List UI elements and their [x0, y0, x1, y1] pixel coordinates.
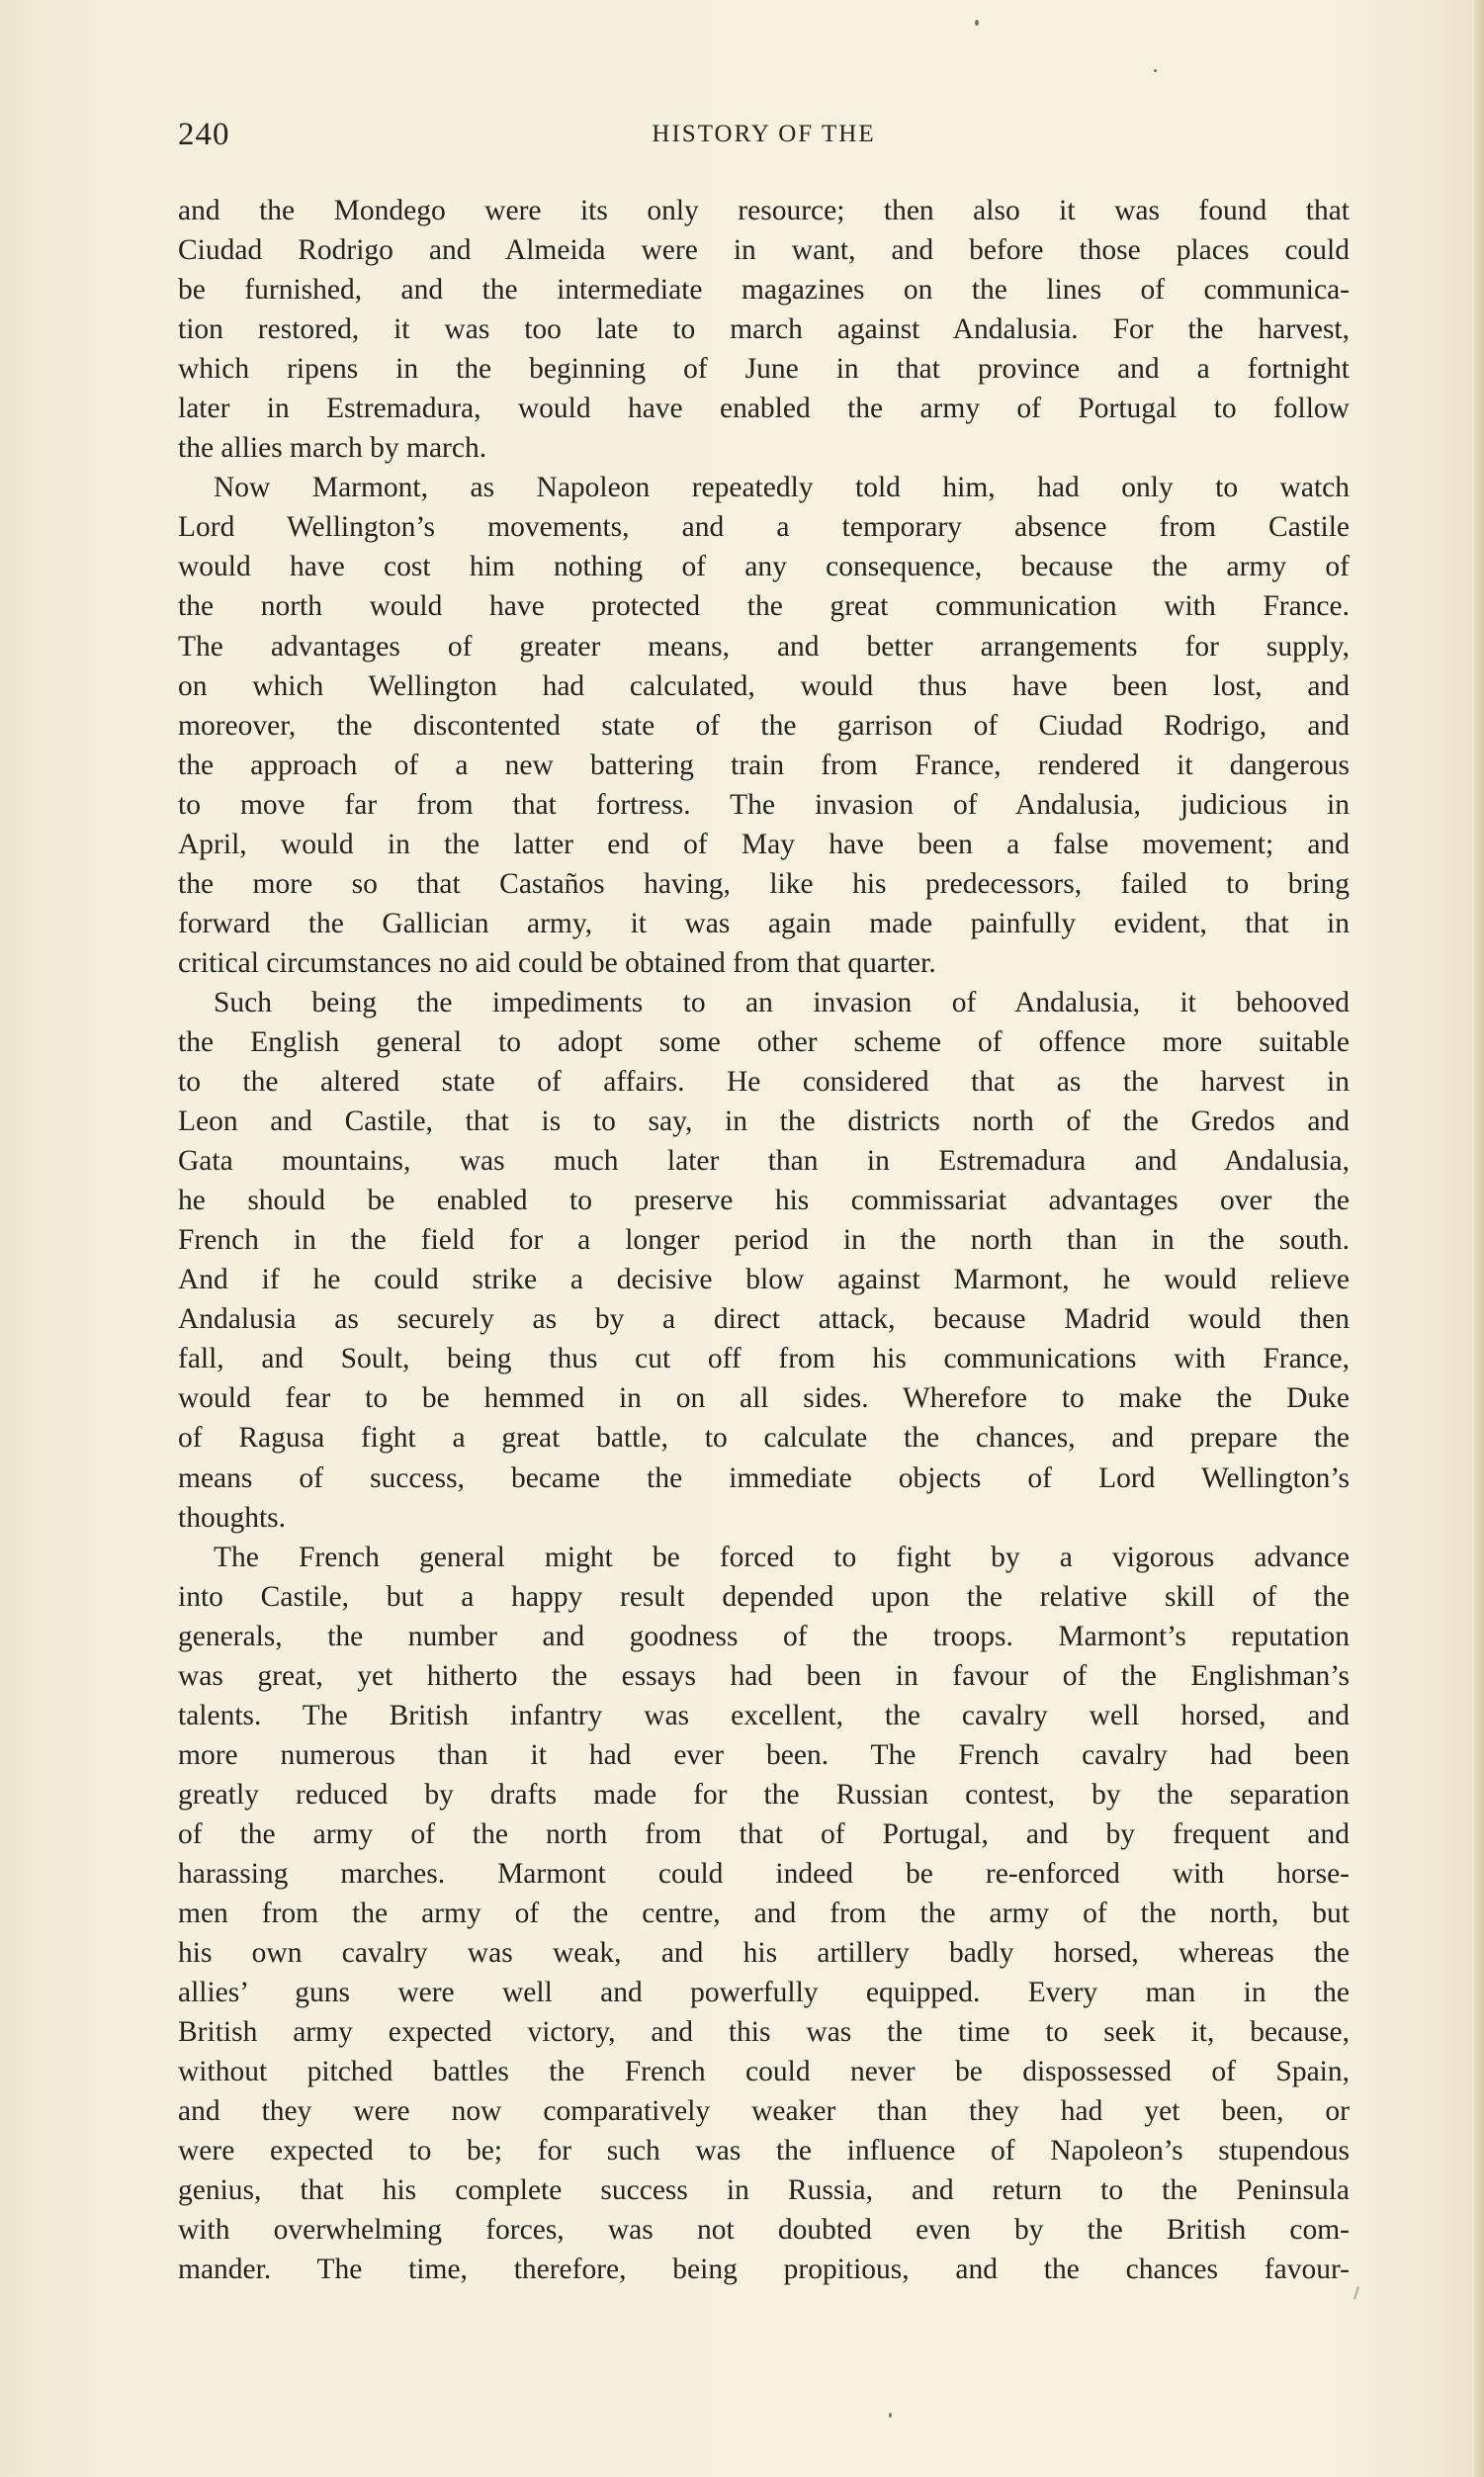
text-line: more numerous than it had ever been. The French cavalry had been: [178, 1738, 1350, 1771]
text-line: he should be enabled to preserve his commissariat advantages over the: [178, 1185, 1350, 1217]
text-line: with overwhelming forces, was not doubted even by the British com-: [178, 2214, 1350, 2247]
text-line: The advantages of greater means, and better arrangements for supply,: [178, 630, 1350, 663]
text-line: harassing marches. Marmont could indeed be re-enforced with horse-: [178, 1857, 1350, 1890]
text-line: to the altered state of affairs. He considered that as the harvest in: [178, 1066, 1350, 1099]
text-line: The French general might be forced to fight by a vigorous advance: [214, 1541, 1350, 1573]
text-line: his own cavalry was weak, and his artillery badly horsed, whereas the: [178, 1937, 1350, 1970]
text-line: on which Wellington had calculated, would thus have been lost, and: [178, 669, 1350, 702]
text-line: mander. The time, therefore, being propitious, and the chances favour-: [178, 2254, 1350, 2286]
ink-speck: [975, 20, 979, 26]
text-line: greatly reduced by drafts made for the Russian contest, by the separation: [178, 1778, 1350, 1811]
text-line: Lord Wellington’s movements, and a temporary absence from Castile: [178, 511, 1350, 544]
text-line: into Castile, but a happy result depended upon the relative skill of the: [178, 1580, 1350, 1613]
text-line: without pitched battles the French could never be dispossessed of Spain,: [178, 2056, 1350, 2088]
text-line: means of success, became the immediate objects of Lord Wellington’s: [178, 1461, 1350, 1494]
text-line: the allies march by march.: [178, 432, 487, 465]
ink-speck: [1154, 69, 1157, 72]
text-line: British army expected victory, and this was the time to seek it, because,: [178, 2016, 1350, 2049]
text-line: the more so that Castaños having, like his predecessors, failed to bring: [178, 867, 1350, 900]
text-line: forward the Gallician army, it was again made painfully evident, that in: [178, 907, 1350, 939]
text-line: would fear to be hemmed in on all sides. Wherefore to make the Duke: [178, 1382, 1350, 1415]
text-line: allies’ guns were well and powerfully equipped. Every man in the: [178, 1977, 1350, 2009]
text-line: French in the field for a longer period in the north than in the south.: [178, 1224, 1350, 1257]
text-line: men from the army of the centre, and from the army of the north, but: [178, 1898, 1350, 1930]
text-line: Now Marmont, as Napoleon repeatedly told him, had only to watch: [214, 472, 1350, 504]
text-line: genius, that his complete success in Russia, and return to the Peninsula: [178, 2174, 1350, 2207]
text-line: later in Estremadura, would have enabled the army of Portugal to follow: [178, 393, 1350, 425]
text-line: generals, the number and goodness of the troops. Marmont’s reputation: [178, 1620, 1350, 1652]
text-line: April, would in the latter end of May have been a false movement; and: [178, 828, 1350, 860]
text-line: Ciudad Rodrigo and Almeida were in want, and before those places could: [178, 234, 1350, 267]
body-text: [178, 191, 1350, 2289]
text-line: and the Mondego were its only resource; then also it was found that: [178, 195, 1350, 226]
text-line: moreover, the discontented state of the garrison of Ciudad Rodrigo, and: [178, 709, 1350, 742]
text-line: the north would have protected the great communication with France.: [178, 590, 1350, 623]
ink-speck: [889, 2413, 892, 2418]
page-header: [178, 117, 1350, 156]
text-line: talents. The British infantry was excellent, the cavalry well horsed, and: [178, 1699, 1350, 1731]
text-line: was great, yet hitherto the essays had been in favour of the Englishman’s: [178, 1659, 1350, 1692]
text-line: of the army of the north from that of Portugal, and by frequent and: [178, 1817, 1350, 1850]
text-line: the English general to adopt some other scheme of offence more suitable: [178, 1025, 1350, 1058]
text-line: tion restored, it was too late to march against Andalusia. For the harvest,: [178, 313, 1350, 346]
text-line: the approach of a new battering train from France, rendered it dangerous: [178, 749, 1350, 781]
text-line: Such being the impediments to an invasion of Andalusia, it behooved: [214, 986, 1350, 1018]
text-line: fall, and Soult, being thus cut off from his communications with France,: [178, 1343, 1350, 1375]
text-line: thoughts.: [178, 1501, 286, 1534]
ink-speck: [1353, 2286, 1359, 2300]
text-line: Leon and Castile, that is to say, in the districts north of the Gredos and: [178, 1106, 1350, 1138]
text-line: would have cost him nothing of any consequence, because the army of: [178, 551, 1350, 583]
text-line: Andalusia as securely as by a direct attack, because Madrid would then: [178, 1303, 1350, 1336]
page-edge: [1474, 0, 1484, 2477]
text-line: And if he could strike a decisive blow against Marmont, he would relieve: [178, 1264, 1350, 1296]
text-line: critical circumstances no aid could be obtained from that quarter.: [178, 946, 936, 979]
text-line: be furnished, and the intermediate magazines on the lines of communica-: [178, 274, 1350, 307]
running-head: HISTORY OF THE: [652, 121, 876, 147]
text-line: of Ragusa fight a great battle, to calculate the chances, and prepare the: [178, 1422, 1350, 1455]
text-line: which ripens in the beginning of June in that province and a fortnight: [178, 353, 1350, 386]
page-number: 240: [178, 117, 230, 152]
text-line: and they were now comparatively weaker than they had yet been, or: [178, 2095, 1350, 2128]
text-line: Gata mountains, was much later than in Estremadura and Andalusia,: [178, 1145, 1350, 1178]
text-line: were expected to be; for such was the influence of Napoleon’s stupendous: [178, 2135, 1350, 2167]
text-line: to move far from that fortress. The invasion of Andalusia, judicious in: [178, 788, 1350, 821]
